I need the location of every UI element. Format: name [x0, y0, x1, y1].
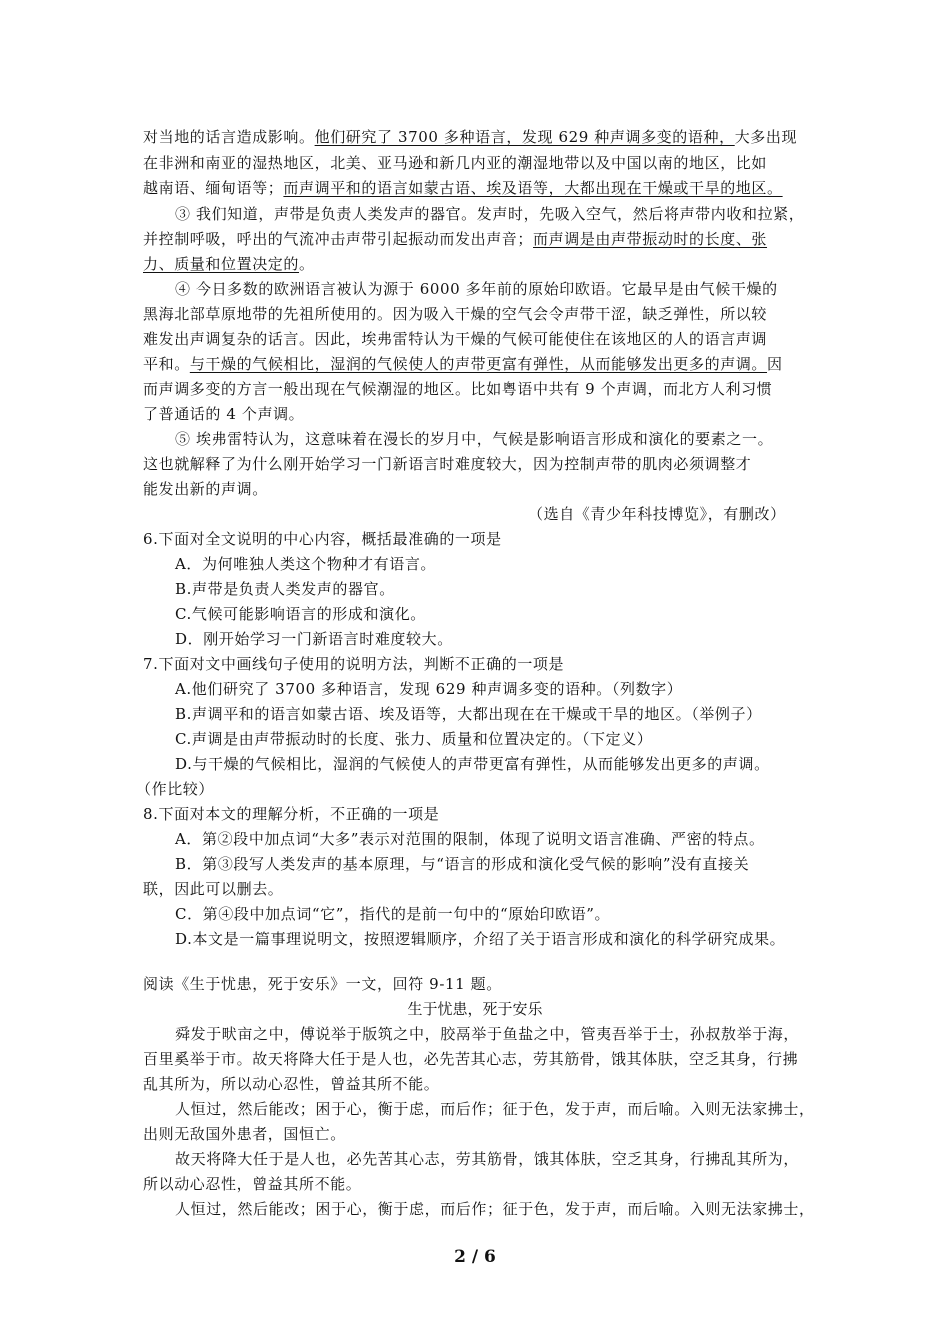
- classical-line: 人恒过，然后能改；困于心，衡于虑，而后作；征于色，发于声，而后喻。入则无法家拂士，: [175, 1100, 815, 1118]
- reading-instruction: 阅读《生于忧患，死于安乐》一文，回符 9-11 题。: [143, 975, 502, 993]
- classical-line: 乱其所为，所以动心忍性，曾益其所不能。: [143, 1075, 440, 1093]
- passage-line: 黑海北部草原地带的先祖所使用的。因为吸入干燥的空气会令声带干涩，缺乏弹性，所以较: [143, 305, 768, 323]
- passage-line: [143, 176, 783, 200]
- passage-text: 大多出现: [734, 128, 798, 146]
- underlined-sentence: 与干燥的气候相比，湿润的气候使人的声带更富有弹性，从而能够发出更多的声调。: [189, 355, 768, 373]
- source-citation: （选自《青少年科技博览》，有删改）: [528, 505, 786, 523]
- underlined-sentence: 力、质量和位置决定的: [143, 255, 300, 273]
- option-7d: D.与干燥的气候相比，湿润的气候使人的声带更富有弹性，从而能够发出更多的声调。: [175, 755, 770, 773]
- classical-line: 出则无敌国外患者，国恒亡。: [143, 1125, 346, 1143]
- passage-line: [143, 352, 783, 376]
- question-8: 8.下面对本文的理解分析，不正确的一项是: [143, 805, 440, 823]
- option-8b: B．第③段写人类发声的基本原理，与“语言的形成和演化受气候的影响”没有直接关: [175, 855, 750, 873]
- passage-text: 对当地的话言造成影响。: [143, 128, 315, 146]
- passage-line: [143, 227, 767, 251]
- page-number: 2 / 6: [454, 1247, 496, 1267]
- option-6c: C.气候可能影响语言的形成和演化。: [175, 605, 426, 623]
- classical-title: 生于忧患，死于安乐: [407, 1000, 543, 1018]
- option-8d: D.本文是一篇事理说明文，按照逻辑顺序，介绍了关于语言形成和演化的科学研究成果。: [175, 930, 786, 948]
- underlined-sentence: 他们研究了 3700 多种语言，发现 629 种声调多变的语种，: [314, 128, 735, 146]
- option-7d-note: （作比较）: [136, 780, 215, 798]
- option-8a: A．第②段中加点词“大多”表示对范围的限制，体现了说明文语言准确、严密的特点。: [175, 830, 765, 848]
- passage-line: 这也就解释了为什么刚开始学习一门新语言时难度较大，因为控制声带的肌肉必须调整才: [143, 455, 752, 473]
- option-6a: A．为何唯独人类这个物种才有语言。: [175, 555, 437, 573]
- passage-text: 越南语、缅甸语等；: [143, 179, 284, 197]
- passage-text: 。: [299, 255, 315, 273]
- classical-line: 百里奚举于市。故天将降大任于是人也，必先苦其心志，劳其筋骨，饿其体肤，空乏其身，行拂: [143, 1050, 799, 1068]
- question-6: 6.下面对全文说明的中心内容，概括最准确的一项是: [143, 530, 502, 548]
- option-6d: D．刚开始学习一门新语言时难度较大。: [175, 630, 453, 648]
- passage-text: 因: [767, 355, 783, 373]
- option-7c: C.声调是由声带振动时的长度、张力、质量和位置决定的。（下定义）: [175, 730, 653, 748]
- classical-line: 故天将降大任于是人也，必先苦其心志，劳其筋骨，饿其体肤，空乏其身，行拂乱其所为，: [175, 1150, 800, 1168]
- option-7b: B.声调平和的语言如蒙古语、埃及语等，大都出现在在干燥或干旱的地区。（举例子）: [175, 705, 762, 723]
- underlined-sentence: 而声调是由声带振动时的长度、张: [533, 230, 768, 248]
- passage-line: 难发出声调复杂的话言。因此，埃弗雷特认为干燥的气候可能使住在该地区的人的语言声调: [143, 330, 768, 348]
- passage-line: ⑤ 埃弗雷特认为，这意味着在漫长的岁月中，气候是影响语言形成和演化的要素之一。: [175, 430, 774, 448]
- passage-line: [143, 252, 315, 276]
- classical-line: 人恒过，然后能改；困于心，衡于虑，而后作；征于色，发于声，而后喻。入则无法家拂士，: [175, 1200, 815, 1218]
- passage-line: 了普通话的 4 个声调。: [143, 405, 305, 423]
- passage-line: 能发出新的声调。: [143, 480, 268, 498]
- classical-line: 所以动心忍性，曾益其所不能。: [143, 1175, 362, 1193]
- question-7: 7.下面对文中画线句子使用的说明方法，判断不正确的一项是: [143, 655, 565, 673]
- underlined-sentence: 而声调平和的语言如蒙古语、埃及语等，大都出现在干燥或干旱的地区。: [283, 179, 783, 197]
- passage-line: ④ 今日多数的欧洲语言被认为源于 6000 多年前的原始印欧语。它最早是由气候干燥的: [175, 280, 778, 298]
- passage-line: 而声调多变的方言一般出现在气候潮湿的地区。比如粤语中共有 9 个声调，而北方人利习惯: [143, 380, 773, 398]
- passage-line: [143, 125, 797, 149]
- passage-line: ③ 我们知道，声带是负责人类发声的器官。发声时，先吸入空气，然后将声带内收和拉紧，: [175, 205, 805, 223]
- option-7a: A.他们研究了 3700 多种语言，发现 629 种声调多变的语种。（列数字）: [175, 680, 683, 698]
- option-6b: B.声带是负责人类发声的器官。: [175, 580, 395, 598]
- option-8b-cont: 联，因此可以删去。: [143, 880, 284, 898]
- passage-text: 并控制呼吸，呼出的气流冲击声带引起振动而发出声音；: [143, 230, 534, 248]
- passage-line: 在非洲和南亚的湿热地区，北美、亚马逊和新几内亚的潮湿地带以及中国以南的地区，比如: [143, 154, 768, 172]
- option-8c: C．第④段中加点词“它”，指代的是前一句中的“原始印欧语”。: [175, 905, 611, 923]
- classical-line: 舜发于畎亩之中，傅说举于版筑之中，胶鬲举于鱼盐之中，管夷吾举于士，孙叔敖举于海，: [175, 1025, 800, 1043]
- passage-text: 平和。: [143, 355, 190, 373]
